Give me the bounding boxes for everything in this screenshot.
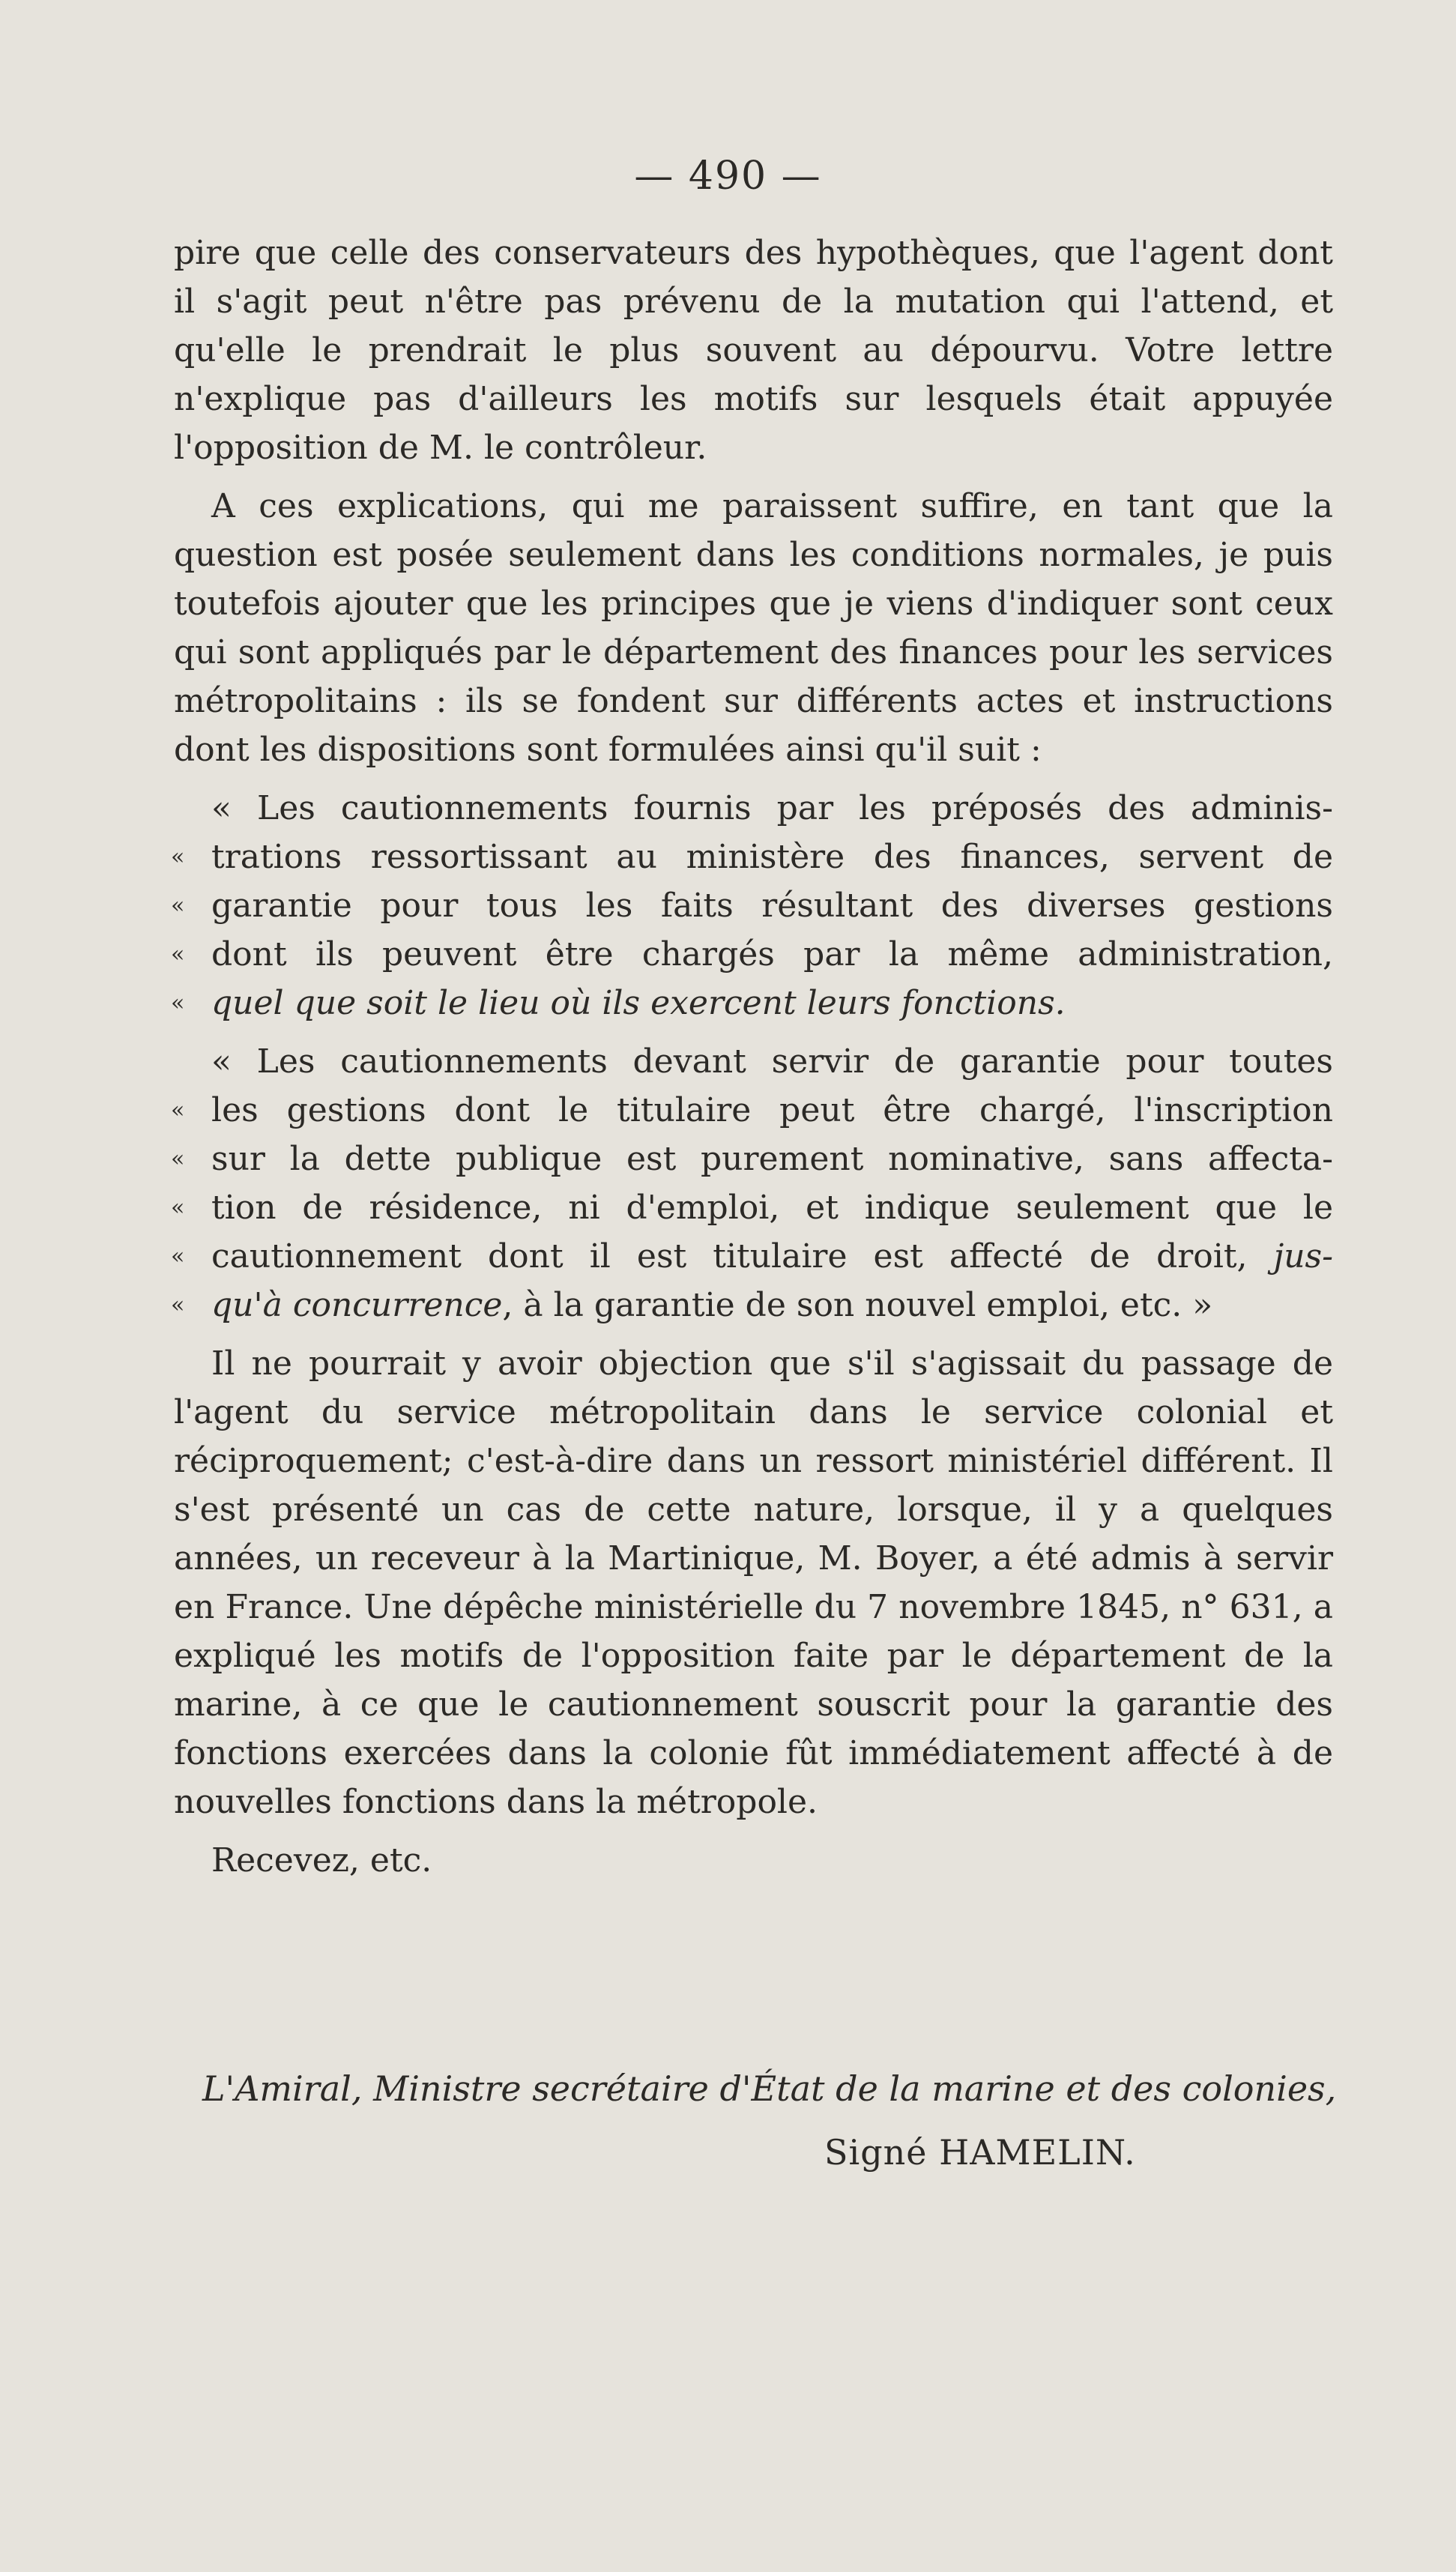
quote-2-line-6-italic: qu'à concurrence xyxy=(211,1286,503,1324)
quote-mark: « xyxy=(171,990,185,1016)
quote-1-line-3-text: garantie pour tous les faits résultant des diverses gestions xyxy=(211,887,1333,925)
body-text xyxy=(171,229,1333,1895)
quote-mark: « xyxy=(171,941,185,967)
quote-1-line-4-text: dont ils peuvent être chargés par la même administration, xyxy=(211,935,1333,973)
quote-mark: « xyxy=(171,844,185,870)
quote-2-line-1: « Les cautionnements devant servir de garantie pour toutes xyxy=(211,1042,1333,1081)
quote-2-line-2 xyxy=(171,1086,1333,1135)
paragraph-3: Il ne pourrait y avoir objection que s'il s'agissait du passage de l'agent du service métropolitain dans le service colonial et réciproquement; c'est-à-dire dans un ressort ministériel différent. Il s'est présenté un cas de cette nature, lorsque, il y a quelques années, un receveur à la Martinique, M. Boyer, a été admis à servir en France. Une dépêche ministérielle du 7 novembre 1845, n° 631, a expliqué les motifs de l'opposition faite par le département de la marine, à ce que le cautionnement souscrit pour la garantie des fonctions exercées dans la colonie fût immédiatement affecté à de nouvelles fonctions dans la métropole. xyxy=(174,1344,1333,1821)
quote-mark: « xyxy=(171,1195,185,1221)
quote-2-line-5-text: cautionnement dont il est titulaire est affecté de droit, xyxy=(211,1237,1274,1276)
paragraph-2: A ces explications, qui me paraissent suffire, en tant que la question est posée seulement dans les conditions normales, je puis toutefois ajouter que les principes que je viens d'indiquer sont ceux qui sont appliqués par le département des finances pour les services métropolitains : ils se fondent sur différents actes et instructions dont les dispositions sont formulées ainsi qu'il suit : xyxy=(174,487,1333,769)
closing: Recevez, etc. xyxy=(211,1841,432,1880)
signed-name: Signé HAMELIN. xyxy=(824,2132,1136,2173)
quote-2 xyxy=(171,1037,1333,1329)
quote-1-line-2-text: trations ressortissant au ministère des finances, servent de xyxy=(211,838,1333,876)
quote-2-line-6 xyxy=(171,1281,1333,1329)
quote-mark: « xyxy=(171,1292,185,1318)
quote-2-line-3 xyxy=(171,1135,1333,1183)
quote-1 xyxy=(171,784,1333,1027)
quote-1-line-5-text: quel que soit le lieu où ils exercent leurs fonctions. xyxy=(211,984,1066,1022)
quote-2-line-5-italic: jus- xyxy=(1273,1237,1333,1276)
quote-mark: « xyxy=(171,893,185,919)
quote-mark: « xyxy=(171,1243,185,1270)
quote-2-line-2-text: les gestions dont le titulaire peut être chargé, l'inscription xyxy=(211,1091,1333,1129)
page-number: — 490 — xyxy=(634,154,822,199)
quote-1-line-4 xyxy=(171,930,1333,979)
quote-mark: « xyxy=(171,1146,185,1172)
quote-mark: « xyxy=(171,1097,185,1123)
signature-title: L'Amiral, Ministre secrétaire d'État de la marine et des colonies, xyxy=(202,2068,1337,2109)
quote-1-line-5 xyxy=(171,979,1333,1027)
quote-2-line-3-text: sur la dette publique est purement nominative, sans affecta- xyxy=(211,1140,1333,1178)
quote-2-line-4 xyxy=(171,1183,1333,1232)
quote-2-line-5 xyxy=(171,1232,1333,1281)
quote-2-line-4-text: tion de résidence, ni d'emploi, et indique seulement que le xyxy=(211,1189,1333,1227)
quote-1-line-2 xyxy=(171,833,1333,881)
quote-2-line-6-text: , à la garantie de son nouvel emploi, etc. » xyxy=(502,1286,1213,1324)
quote-1-line-1: « Les cautionnements fournis par les préposés des adminis- xyxy=(211,789,1333,827)
quote-1-line-3 xyxy=(171,881,1333,930)
paragraph-1: pire que celle des conservateurs des hypothèques, que l'agent dont il s'agit peut n'être pas prévenu de la mutation qui l'attend, et qu'elle le prendrait le plus souvent au dépourvu. Votre lettre n'explique pas d'ailleurs les motifs sur lesquels était appuyée l'opposition de M. le contrôleur. xyxy=(174,234,1333,467)
